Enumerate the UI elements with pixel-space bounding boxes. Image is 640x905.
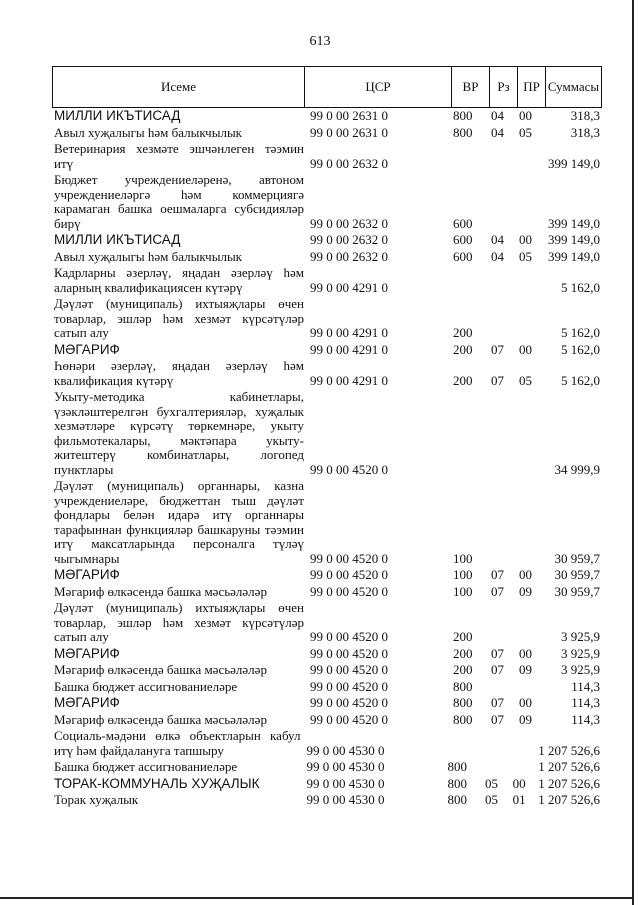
header-csr: ЦСР	[305, 67, 452, 107]
row-csr: 99 0 00 4530 0	[306, 759, 385, 774]
page-border-bottom	[0, 897, 634, 899]
table-row	[52, 479, 602, 566]
row-name: Мәгариф өлкәсендә башка мәсьәләләр	[54, 583, 267, 599]
row-csr: 99 0 00 4520 0	[310, 678, 388, 694]
page-border-right	[632, 0, 634, 905]
row-rz: 07	[491, 372, 504, 388]
row-sum: 318,3	[570, 108, 600, 123]
row-name: МИЛЛИ ИКЪТИСАД	[54, 232, 181, 247]
row-sum: 5 162,0	[561, 325, 600, 340]
row-name: Бюджет учреждениеләренә, автоном учреждениеләргә һәм коммерциягә карамаган башка оешмаларга субсидияләр бирү	[54, 172, 304, 231]
row-vr: 100	[453, 550, 473, 566]
row-name: Торак хуҗалык	[54, 792, 139, 807]
row-sum: 30 959,7	[554, 583, 600, 599]
budget-table	[52, 109, 602, 808]
row-vr: 100	[453, 583, 473, 599]
table-row	[52, 568, 602, 583]
table-row	[52, 696, 602, 711]
row-name: Кадрларны әзерләү, яңадан әзерләү һәм аларның квалификациясен күтәрү	[54, 265, 304, 295]
row-name: Ветеринария хезмәте эшчәнлеген тәэмин итү	[54, 141, 304, 171]
row-rz: 07	[491, 695, 504, 710]
page-number: 613	[309, 34, 331, 49]
row-sum: 5 162,0	[561, 372, 600, 388]
row-sum: 114,3	[571, 711, 600, 727]
row-csr: 99 0 00 2631 0	[310, 108, 388, 123]
row-sum: 5 162,0	[561, 341, 600, 357]
header-vr: ВР	[452, 67, 490, 107]
table-row	[52, 760, 602, 775]
row-csr: 99 0 00 4520 0	[310, 629, 388, 644]
row-csr: 99 0 00 4520 0	[310, 583, 388, 599]
table-row	[52, 266, 602, 295]
row-csr: 99 0 00 4530 0	[306, 742, 385, 758]
row-pr: 09	[519, 583, 532, 599]
table-row	[52, 793, 602, 808]
row-name: Башка бюджет ассигнованиеләре	[54, 759, 238, 774]
row-name: Авыл хуҗалыгы һәм балыкчылык	[54, 124, 242, 140]
row-pr: 00	[519, 341, 532, 357]
table-header	[52, 66, 602, 108]
table-row	[52, 250, 602, 265]
row-name: МӘГАРИФ	[54, 695, 120, 710]
row-pr: 09	[519, 711, 532, 727]
row-csr: 99 0 00 4291 0	[310, 372, 388, 388]
table-row	[52, 233, 602, 248]
row-pr: 05	[519, 372, 532, 388]
row-vr: 800	[453, 695, 473, 710]
row-rz: 04	[491, 108, 504, 123]
row-vr: 800	[447, 775, 467, 791]
row-pr: 00	[512, 775, 526, 791]
row-name: Дәүләт (муниципаль) ихтыяҗлары өчен товарлар, эшләр һәм хезмәт күрсәтүләр сатып алу	[54, 600, 304, 644]
row-name: Мәгариф өлкәсендә башка мәсьәләләр	[54, 662, 267, 677]
row-rz: 05	[485, 792, 498, 807]
row-sum: 3 925,9	[561, 629, 600, 644]
row-csr: 99 0 00 4520 0	[310, 567, 388, 582]
row-vr: 600	[453, 248, 473, 264]
row-sum: 30 959,7	[554, 550, 600, 566]
row-pr: 05	[519, 248, 532, 264]
row-name: МӘГАРИФ	[54, 567, 120, 582]
row-pr: 00	[519, 695, 532, 710]
table-row	[52, 297, 602, 341]
row-vr: 200	[453, 629, 473, 644]
table-row	[52, 126, 602, 141]
row-sum: 399 149,0	[548, 248, 600, 264]
row-name: ТОРАК-КОММУНАЛЬ ХУҖАЛЫК	[54, 775, 260, 791]
row-csr: 99 0 00 2632 0	[310, 248, 388, 264]
row-pr: 09	[519, 662, 532, 677]
row-vr: 200	[453, 662, 473, 677]
row-sum: 399 149,0	[548, 215, 600, 231]
row-rz: 07	[491, 662, 504, 677]
table-row	[52, 173, 602, 231]
row-csr: 99 0 00 4520 0	[310, 461, 388, 477]
row-rz: 07	[491, 645, 504, 661]
row-csr: 99 0 00 2632 0	[310, 232, 388, 247]
row-vr: 800	[447, 792, 467, 807]
row-sum: 399 149,0	[548, 155, 600, 171]
table-row	[52, 109, 602, 124]
row-name: МӘГАРИФ	[54, 341, 120, 357]
table-row	[52, 359, 602, 388]
row-vr: 100	[453, 567, 473, 582]
row-sum: 114,3	[571, 695, 600, 710]
row-sum: 30 959,7	[554, 567, 600, 582]
row-rz: 04	[491, 248, 504, 264]
row-sum: 318,3	[570, 124, 600, 140]
row-name: Башка бюджет ассигнованиеләре	[54, 678, 238, 694]
row-rz: 07	[491, 583, 504, 599]
row-name: Укыту-методика кабинетлары, үзәкләштерелгән бухгалтерияләр, хуҗалык хезмәтләре күрсәтү төркемнәре, укыту фильмотекалары, мәктәпара укыту-житештерү комбинатлары, логопед пунктлары	[54, 389, 304, 477]
row-csr: 99 0 00 4291 0	[310, 341, 388, 357]
header-sum: Суммасы	[547, 79, 600, 94]
row-csr: 99 0 00 4530 0	[306, 792, 385, 807]
row-pr: 00	[519, 567, 532, 582]
row-vr: 200	[453, 372, 473, 388]
table-row	[52, 343, 602, 358]
table-row	[52, 663, 602, 678]
row-sum: 1 207 526,6	[538, 792, 601, 807]
row-pr: 00	[519, 108, 532, 123]
row-csr: 99 0 00 4520 0	[310, 662, 388, 677]
table-row	[52, 142, 602, 171]
row-name: Дәүләт (муниципаль) органнары, казна учреждениеләре, бюджеттан тыш дәүләт фондлары белән идарә итү органнары тарафыннан функцияләр башкаруны тәэмин итү максатларында персоналга түләү чыгымнары	[54, 478, 304, 566]
row-vr: 200	[453, 341, 473, 357]
table-row	[52, 680, 602, 695]
row-sum: 5 162,0	[561, 279, 600, 295]
row-sum: 1 207 526,6	[538, 759, 601, 774]
row-name: Авыл хуҗалыгы һәм балыкчылык	[54, 248, 242, 264]
row-vr: 800	[453, 711, 473, 727]
row-sum: 3 925,9	[561, 645, 600, 661]
header-name: Исеме	[53, 67, 305, 107]
row-rz: 07	[491, 711, 504, 727]
header-pr: ПР	[518, 67, 546, 107]
row-vr: 200	[453, 325, 473, 340]
table-row	[52, 647, 602, 662]
row-name: Мәгариф өлкәсендә башка мәсьәләләр	[54, 711, 267, 727]
table-row	[52, 601, 602, 645]
row-rz: 04	[491, 232, 504, 247]
row-sum: 3 925,9	[561, 662, 600, 677]
row-csr: 99 0 00 4291 0	[310, 279, 388, 295]
table-row	[52, 777, 602, 792]
row-name: Социаль-мәдәни өлкә объектларын кабул итү һәм файдалануга тапшыру	[54, 728, 301, 758]
row-vr: 800	[447, 759, 467, 774]
row-rz: 04	[491, 124, 504, 140]
table-row	[52, 390, 602, 477]
row-csr: 99 0 00 4520 0	[310, 645, 388, 661]
row-vr: 800	[453, 124, 473, 140]
row-csr: 99 0 00 4530 0	[306, 775, 385, 791]
row-rz: 07	[491, 341, 504, 357]
row-csr: 99 0 00 4520 0	[310, 711, 388, 727]
row-rz: 05	[485, 775, 498, 791]
row-sum: 399 149,0	[548, 232, 600, 247]
row-csr: 99 0 00 2631 0	[310, 124, 388, 140]
row-name: МӘГАРИФ	[54, 645, 120, 661]
row-csr: 99 0 00 4520 0	[310, 550, 388, 566]
row-pr: 05	[519, 124, 532, 140]
row-csr: 99 0 00 4520 0	[310, 695, 388, 710]
row-vr: 600	[453, 215, 473, 231]
table-row	[52, 585, 602, 600]
row-name: Һөнәри әзерләү, яңадан әзерләү һәм квалификация күтәрү	[54, 358, 304, 388]
row-sum: 34 999,9	[554, 461, 600, 477]
row-csr: 99 0 00 2632 0	[310, 215, 388, 231]
row-vr: 800	[453, 678, 473, 694]
row-pr: 00	[519, 645, 532, 661]
row-sum: 114,3	[571, 678, 600, 694]
row-vr: 200	[453, 645, 473, 661]
header-rz: Рз	[490, 67, 518, 107]
row-name: МИЛЛИ ИКЪТИСАД	[54, 108, 181, 123]
row-rz: 07	[491, 567, 504, 582]
row-vr: 600	[453, 232, 473, 247]
row-pr: 01	[512, 792, 526, 807]
table-row	[52, 729, 602, 758]
row-sum: 1 207 526,6	[538, 775, 601, 791]
row-csr: 99 0 00 2632 0	[310, 155, 388, 171]
row-csr: 99 0 00 4291 0	[310, 325, 388, 340]
row-vr: 800	[453, 108, 473, 123]
table-row	[52, 713, 602, 728]
row-pr: 00	[519, 232, 532, 247]
row-sum: 1 207 526,6	[538, 742, 601, 758]
row-name: Дәүләт (муниципаль) ихтыяҗлары өчен товарлар, эшләр һәм хезмәт күрсәтүләр сатып алу	[54, 296, 304, 340]
